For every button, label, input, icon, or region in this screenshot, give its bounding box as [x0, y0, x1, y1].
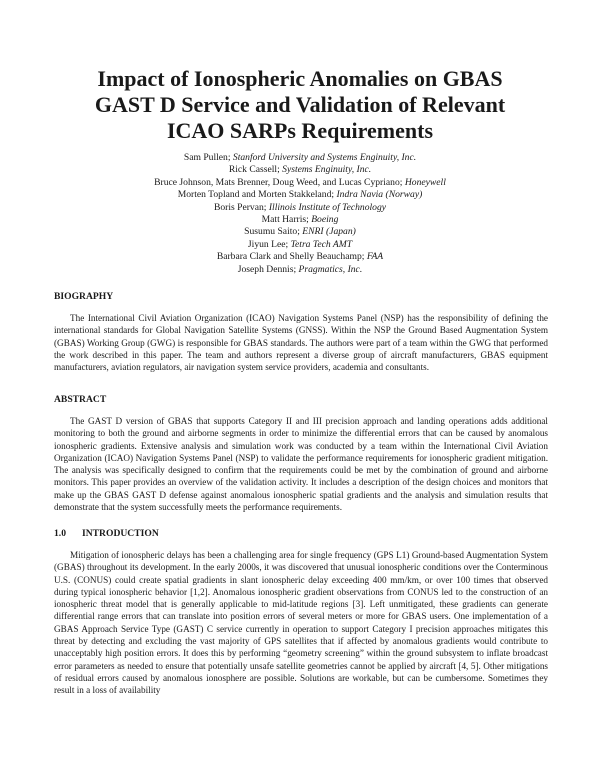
- title-line: ICAO SARPs Requirements: [166, 118, 434, 143]
- author-name: Matt Harris;: [261, 214, 309, 226]
- author-row: [40, 251, 560, 263]
- author-affiliation: Indra Navia (Norway): [336, 189, 423, 201]
- author-row: [40, 202, 560, 214]
- author-row: [40, 239, 560, 251]
- author-row: [40, 189, 560, 201]
- author-name: Boris Pervan;: [213, 201, 267, 213]
- author-row: [40, 164, 560, 176]
- author-row: [40, 226, 560, 238]
- paper-title: [40, 66, 560, 144]
- author-name: Susumu Saito;: [244, 226, 300, 238]
- introduction-heading: [54, 528, 159, 539]
- title-line: GAST D Service and Validation of Relevant: [94, 92, 506, 117]
- author-name: Morten Topland and Morten Stakkeland;: [177, 189, 335, 201]
- author-name: Jiyun Lee;: [247, 238, 289, 250]
- author-affiliation: FAA: [366, 251, 384, 263]
- author-name: Bruce Johnson, Mats Brenner, Doug Weed, and Lucas Cypriano;: [154, 176, 403, 188]
- author-name: Sam Pullen;: [183, 152, 231, 163]
- abstract-paragraph: The GAST D version of GBAS that supports Category II and III precision approach and landing operations adds additional monitoring to both the ground and airborne segments in order to minimize the differential errors that can be caused by anomalous ionospheric gradients. Extensive analysis and simulation work was conducted by a team within the International Civil Aviation Organization (ICAO) Navigation Systems Panel (NSP) to validate the performance requirements for ionospheric gradient mitigation. The analysis was specifically designed to confirm that the requirements could be met by the combination of ground and airborne monitors. This paper provides an overview of the validation activity. It includes a description of the design choices and monitors that make up the GBAS GAST D defense against anomalous ionospheric spatial gradients and the analysis and simulation results that demonstrate that the system successfully meets the performance requirements.: [54, 416, 548, 513]
- author-affiliation: Stanford University and Systems Enginuity, Inc.: [232, 152, 417, 163]
- author-affiliation: Illinois Institute of Technology: [268, 201, 387, 213]
- author-affiliation: Pragmatics, Inc.: [298, 263, 363, 275]
- title-line: Impact of Ionospheric Anomalies on GBAS: [97, 66, 503, 91]
- abstract-heading: ABSTRACT: [54, 394, 107, 405]
- author-row: [40, 214, 560, 226]
- author-list: [40, 152, 560, 276]
- author-name: Joseph Dennis;: [237, 263, 297, 275]
- section-number: 1.0: [54, 528, 66, 539]
- biography-heading: BIOGRAPHY: [54, 291, 114, 302]
- author-row: [40, 152, 560, 164]
- author-affiliation: ENRI (Japan): [302, 226, 356, 238]
- author-affiliation: Boeing: [311, 214, 339, 226]
- author-affiliation: Honeywell: [404, 176, 446, 188]
- author-name: Rick Cassell;: [228, 164, 280, 176]
- biography-paragraph: The International Civil Aviation Organization (ICAO) Navigation Systems Panel (NSP) has the responsibility of defining the international standards for Global Navigation Satellite Systems (GNSS). Within the NSP the Ground Based Augmentation System (GBAS) Working Group (GWG) is responsible for GBAS standards. The authors were part of a team within the GWG that performed the work described in this paper. The team and authors represent a diverse group of aircraft manufacturers, GBAS equipment manufacturers, aviation regulators, air navigation system service providers, academia and consultants.: [54, 313, 548, 373]
- author-row: [40, 177, 560, 189]
- author-row: [40, 264, 560, 276]
- author-name: Barbara Clark and Shelly Beauchamp;: [216, 251, 365, 263]
- author-affiliation: Tetra Tech AMT: [290, 238, 353, 250]
- introduction-paragraph: Mitigation of ionospheric delays has been a challenging area for single frequency (GPS L1) Ground-based Augmentation System (GBAS) throughout its development. In the early 2000s, it was discovered that unusual ionospheric conditions over the Conterminous U.S. (CONUS) could create spatial gradients in slant ionospheric delay exceeding 400 mm/km, or over 100 times that observed during typical ionospheric behavior [1,2]. Anomalous ionospheric gradient observations from CONUS led to the construction of an ionospheric threat model that is generally applicable to mid-latitude regions [3]. Left unmitigated, these gradients can generate differential range errors that can translate into position errors of several meters or more for GBAS users. One implementation of a GBAS Approach Service Type (GAST) C service currently in operation to support Category I precision approaches mitigates this threat by detecting and excluding the vast majority of GPS satellites that if affected by anomalous gradients would contribute to unacceptably high position errors. It does this by performing “geometry screening” within the ground subsystem to inflate broadcast error parameters as needed to ensure that potentially unsafe satellite geometries cannot be applied by aircraft [4, 5]. Other mitigations of residual errors caused by anomalous ionosphere are possible. Solutions are workable, but can be cumbersome. Sometimes they result in a loss of availability: [54, 550, 548, 696]
- author-affiliation: Systems Enginuity, Inc.: [282, 164, 372, 176]
- section-title: INTRODUCTION: [82, 528, 159, 539]
